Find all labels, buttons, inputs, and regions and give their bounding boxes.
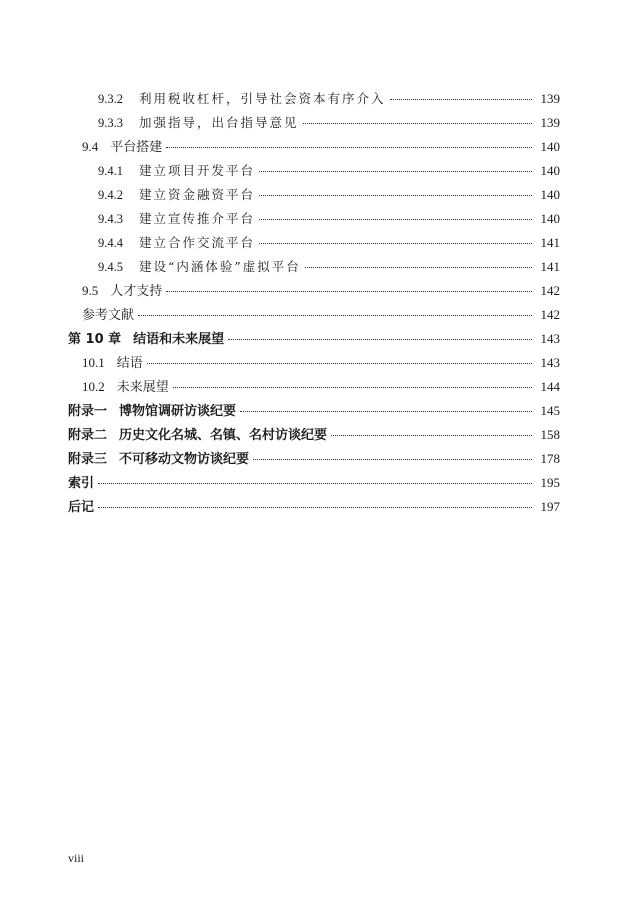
- toc-entry-page: 197: [540, 499, 560, 514]
- toc-entry[interactable]: [68, 231, 560, 255]
- toc-entry[interactable]: [68, 159, 560, 183]
- toc-entry[interactable]: [68, 255, 560, 279]
- toc-entry[interactable]: [68, 183, 560, 207]
- toc-entry[interactable]: [68, 207, 560, 231]
- toc-entry-number: 9.4: [82, 139, 99, 154]
- toc-entry-page: 144: [540, 379, 560, 394]
- page-number: viii: [68, 851, 85, 865]
- toc-entry-title: 结语和未来展望: [133, 332, 225, 347]
- toc-entry-number: 附录三: [68, 452, 108, 467]
- toc-entry-number: 9.4.5: [98, 260, 123, 274]
- toc-entry-number: 9.5: [82, 283, 99, 298]
- toc-entry[interactable]: [68, 111, 560, 135]
- toc-entry-number: 9.4.4: [98, 236, 123, 250]
- toc-entry-number: 9.3.2: [98, 92, 123, 106]
- toc-entry-page: 143: [540, 331, 560, 346]
- toc-entry-page: 143: [540, 355, 560, 370]
- toc-entry-page: 178: [540, 451, 560, 466]
- dot-leader: [228, 329, 532, 340]
- dot-leader: [259, 209, 532, 220]
- toc-entry-page: 141: [540, 235, 560, 250]
- toc-entry-title: 不可移动文物访谈纪要: [119, 452, 250, 467]
- toc-entry-title: 历史文化名城、名镇、名村访谈纪要: [119, 428, 328, 443]
- dot-leader: [253, 449, 532, 460]
- toc-entry-page: 142: [540, 307, 560, 322]
- toc-entry[interactable]: [68, 135, 560, 159]
- toc-entry-number: 附录二: [68, 428, 108, 443]
- dot-leader: [303, 113, 532, 124]
- dot-leader: [166, 137, 532, 148]
- toc-entry-title: 利用税收杠杆，引导社会资本有序介入: [139, 91, 386, 106]
- toc-entry-number: 9.4.3: [98, 212, 123, 226]
- toc-entry-page: 195: [540, 475, 560, 490]
- toc-entry-number: 9.3.3: [98, 116, 123, 130]
- toc-entry-title: 平台搭建: [110, 140, 163, 155]
- toc-entry[interactable]: [68, 471, 560, 495]
- dot-leader: [259, 161, 532, 172]
- toc-entry[interactable]: [68, 87, 560, 111]
- dot-leader: [173, 377, 532, 388]
- toc-entry[interactable]: [68, 375, 560, 399]
- toc-entry[interactable]: [68, 351, 560, 375]
- toc-entry[interactable]: [68, 327, 560, 351]
- table-of-contents: [68, 87, 560, 519]
- dot-leader: [305, 257, 532, 268]
- toc-entry-number: 10.1: [82, 355, 105, 370]
- toc-entry-page: 139: [540, 115, 560, 130]
- toc-entry-number: 10.2: [82, 379, 105, 394]
- toc-entry-page: 141: [540, 259, 560, 274]
- toc-entry-page: 145: [540, 403, 560, 418]
- toc-entry-page: 140: [540, 163, 560, 178]
- dot-leader: [166, 281, 532, 292]
- dot-leader: [147, 353, 532, 364]
- toc-entry[interactable]: [68, 447, 560, 471]
- dot-leader: [240, 401, 532, 412]
- toc-entry-title: 人才支持: [110, 284, 163, 299]
- dot-leader: [138, 305, 532, 316]
- toc-entry-page: 140: [540, 211, 560, 226]
- toc-entry-title: 后记: [68, 500, 95, 515]
- toc-entry[interactable]: [68, 399, 560, 423]
- toc-entry-page: 142: [540, 283, 560, 298]
- toc-entry-page: 139: [540, 91, 560, 106]
- toc-entry-page: 140: [540, 187, 560, 202]
- dot-leader: [331, 425, 532, 436]
- toc-entry-title: 建立宣传推介平台: [139, 211, 256, 226]
- toc-entry-page: 158: [540, 427, 560, 442]
- toc-entry-title: 建立项目开发平台: [139, 163, 256, 178]
- toc-entry-title: 博物馆调研访谈纪要: [119, 404, 237, 419]
- toc-entry-title: 索引: [68, 476, 95, 491]
- dot-leader: [259, 233, 532, 244]
- dot-leader: [259, 185, 532, 196]
- toc-entry-title: 建立资金融资平台: [139, 187, 256, 202]
- dot-leader: [98, 497, 532, 508]
- toc-entry-title: 建设“内涵体验”虚拟平台: [139, 259, 301, 274]
- toc-entry-title: 结语: [116, 356, 143, 371]
- toc-entry-number: 9.4.2: [98, 188, 123, 202]
- toc-entry[interactable]: [68, 303, 560, 327]
- toc-entry-title: 加强指导，出台指导意见: [139, 115, 299, 130]
- toc-entry-number: 第 10 章: [68, 332, 122, 347]
- toc-entry[interactable]: [68, 495, 560, 519]
- dot-leader: [390, 89, 532, 100]
- dot-leader: [98, 473, 532, 484]
- toc-entry-page: 140: [540, 139, 560, 154]
- toc-entry-title: 未来展望: [116, 380, 169, 395]
- toc-entry-title: 参考文献: [82, 308, 135, 323]
- toc-entry[interactable]: [68, 423, 560, 447]
- toc-entry-title: 建立合作交流平台: [139, 235, 256, 250]
- toc-entry[interactable]: [68, 279, 560, 303]
- toc-entry-number: 附录一: [68, 404, 108, 419]
- toc-entry-number: 9.4.1: [98, 164, 123, 178]
